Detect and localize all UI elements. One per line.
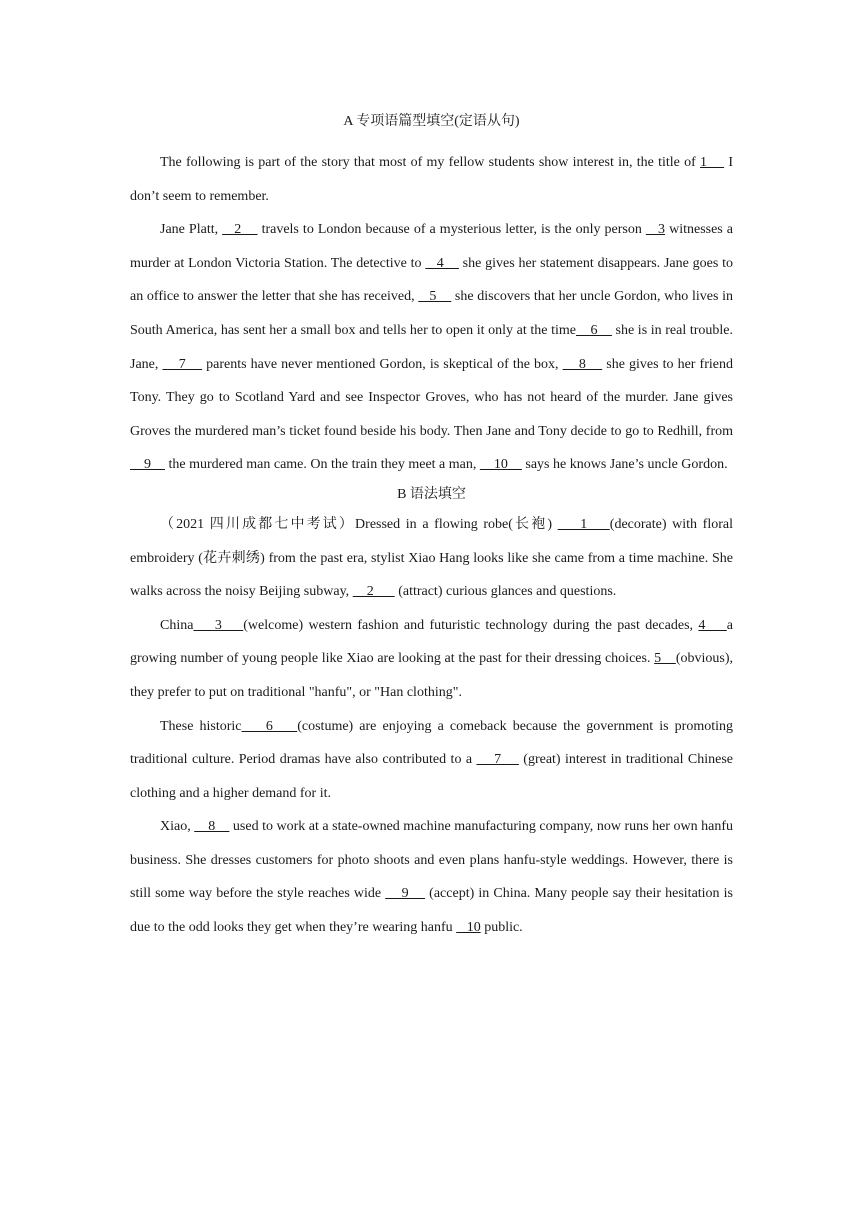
text: she gives to her friend Tony. They go to Scotland Yard and see Inspector Groves, who has not heard of the murder. Jane gives Groves the murdered man’s ticket found beside his body. Then Jane and Tony decide to go to Redhill, from (130, 356, 733, 439)
text: witnesses a murder at London Victoria Station. The detective to (130, 222, 734, 271)
text: she discovers that her uncle Gordon, who lives in South America, has sent her a small box and tells her to open it only at the time (130, 289, 733, 338)
text: a growing number of young people like Xiao are looking at the past for their dressing choices. (130, 617, 733, 667)
section-a-paragraph-1 (130, 146, 733, 213)
text: These historic (160, 718, 242, 734)
text: (obvious), they prefer to put on traditional "hanfu", or "Han clothing". (130, 651, 734, 700)
text: she is in real trouble. Jane, (130, 322, 734, 372)
text: I don’t seem to remember. (130, 155, 733, 204)
text: （2021 四川成都七中考试）Dressed in a flowing robe(长袍) (160, 516, 558, 532)
blank-a8: 8 (562, 356, 603, 372)
blank-b4: 4 (698, 617, 727, 633)
blank-a2: 2 (222, 222, 258, 238)
text: China (160, 617, 194, 633)
text: says he knows Jane’s uncle Gordon. (521, 457, 728, 473)
text: (attract) curious glances and questions. (394, 584, 617, 600)
text: (great) interest in traditional Chinese clothing and a higher demand for it. (130, 752, 733, 801)
section-b-paragraph-2 (130, 609, 733, 710)
section-b-paragraph-4 (130, 810, 733, 944)
section-b-paragraph-1 (130, 508, 733, 609)
text: travels to London because of a mysterious letter, is the only person (257, 222, 646, 238)
blank-a9: 9 (130, 457, 165, 473)
text: (decorate) with floral embroidery (花卉刺绣) from the past era, stylist Xiao Hang looks like she came from a time machine. She walks across the noisy Beijing subway, (130, 516, 734, 600)
blank-b8: 8 (194, 819, 230, 835)
section-a-heading: A 专项语篇型填空(定语从句) (343, 114, 520, 129)
section-a-paragraph-2 (130, 213, 733, 482)
text: public. (480, 920, 523, 936)
blank-b1: 1 (557, 516, 610, 532)
document-content (130, 112, 733, 945)
blank-b2: 2 (352, 584, 395, 600)
blank-a5: 5 (418, 289, 452, 305)
text: Jane Platt, (160, 222, 223, 238)
section-b-paragraph-3 (130, 710, 733, 811)
text: the murdered man came. On the train they meet a man, (165, 457, 480, 473)
blank-a1: 1 (700, 155, 725, 170)
blank-b6: 6 (241, 718, 298, 734)
blank-a3: 3 (645, 222, 666, 238)
blank-b10: 10 (456, 920, 481, 936)
text: Xiao, (160, 819, 195, 835)
text: The following is part of the story that most of my fellow students show interest in, the title of (160, 155, 701, 170)
blank-b7: 7 (476, 752, 519, 768)
blank-b3: 3 (193, 617, 244, 633)
blank-a4: 4 (425, 255, 459, 271)
text: used to work at a state-owned machine manufacturing company, now runs her own hanfu business. She dresses customers for photo shoots and even plans hanfu-style weddings. However, there is still some way before the style reaches wide (130, 819, 733, 902)
blank-b9: 9 (385, 886, 426, 902)
blank-a10: 10 (479, 457, 522, 473)
text: (accept) in China. Many people say their hesitation is due to the odd looks they get when they’re wearing hanfu (130, 886, 734, 936)
blank-a6: 6 (575, 322, 612, 338)
text: (costume) are enjoying a comeback because the government is promoting traditional culture. Period dramas have also contributed to a (130, 718, 734, 768)
text: she gives her statement disappears. Jane goes to an office to answer the letter that she has received, (130, 255, 733, 305)
blank-b5: 5 (654, 651, 676, 667)
blank-a7: 7 (162, 356, 203, 372)
text: (welcome) western fashion and futuristic technology during the past decades, (243, 617, 699, 633)
section-b-heading: B 语法填空 (397, 486, 466, 502)
text: parents have never mentioned Gordon, is skeptical of the box, (202, 356, 563, 372)
